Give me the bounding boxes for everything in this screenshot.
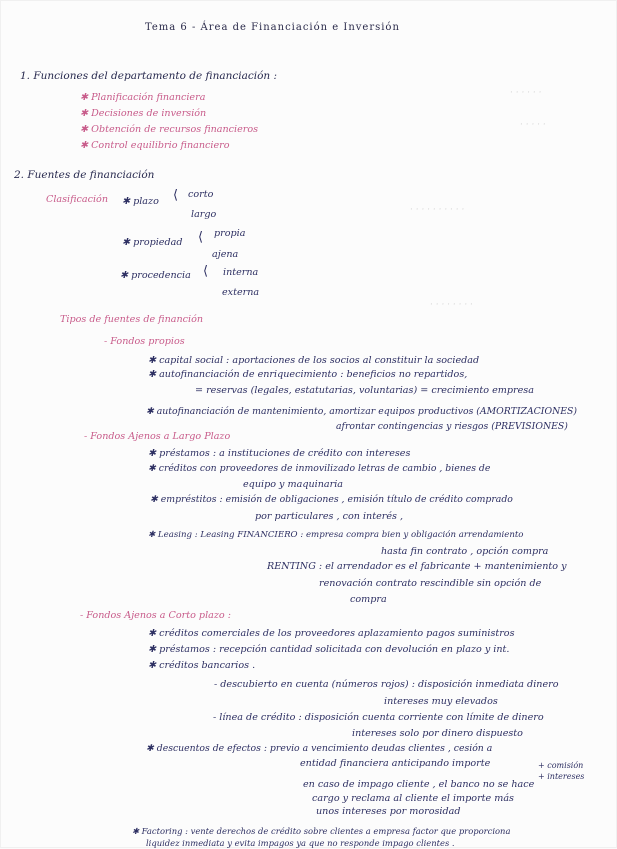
propiedad-label: ✱ propiedad bbox=[122, 237, 183, 248]
bleed-through-text: · · · · · · · · bbox=[430, 300, 473, 310]
text-line: unos intereses por morosidad bbox=[316, 806, 461, 817]
list-item: ✱ Obtención de recursos financieros bbox=[80, 124, 259, 135]
text-line: ✱ Factoring : vente derechos de crédito sobre clientes a empresa factor que proporciona bbox=[132, 826, 511, 836]
bleed-through-text: · · · · · · · · · · bbox=[410, 205, 465, 215]
text-line: ✱ créditos comerciales de los proveedores aplazamiento pagos suministros bbox=[148, 628, 515, 639]
text-line: cargo y reclama al cliente el importe más bbox=[312, 793, 514, 804]
text-line: equipo y maquinaria bbox=[243, 479, 343, 490]
text-line: liquidez inmediata y evita impagos ya que no responde impago clientes . bbox=[146, 838, 455, 848]
text-line: por particulares , con interés , bbox=[255, 511, 404, 522]
text-line: ✱ Leasing : Leasing FINANCIERO : empresa compra bien y obligación arrendamiento bbox=[148, 530, 524, 540]
propiedad-propia: propia bbox=[214, 228, 246, 239]
procedencia-interna: interna bbox=[223, 267, 259, 278]
text-line: en caso de impago cliente , el banco no se hace bbox=[303, 779, 535, 790]
plazo-largo: largo bbox=[191, 209, 217, 220]
text-line: = reservas (legales, estatutarias, voluntarias) = crecimiento empresa bbox=[195, 385, 534, 396]
bleed-through-text: · · · · · · bbox=[510, 88, 542, 98]
text-line: ✱ créditos con proveedores de inmovilizado letras de cambio , bienes de bbox=[148, 463, 491, 474]
list-item: ✱ Planificación financiera bbox=[80, 92, 206, 103]
text-line: intereses muy elevados bbox=[384, 696, 498, 707]
text-line: compra bbox=[350, 594, 387, 605]
plazo-label: ✱ plazo bbox=[122, 196, 159, 207]
text-line: ✱ préstamos : a instituciones de crédito con intereses bbox=[148, 448, 411, 459]
fondos-propios-heading: - Fondos propios bbox=[104, 336, 185, 347]
text-line: afrontar contingencias y riesgos (PREVISIONES) bbox=[336, 421, 568, 432]
text-line: ✱ autofinanciación de mantenimiento, amortizar equipos productivos (AMORTIZACIONES) bbox=[146, 406, 577, 417]
procedencia-externa: externa bbox=[222, 287, 260, 298]
bracket-icon: ⟨ bbox=[198, 230, 204, 245]
text-line: ✱ descuentos de efectos : previo a vencimiento deudas clientes , cesión a bbox=[146, 743, 493, 754]
fondos-ajenos-lp-heading: - Fondos Ajenos a Largo Plazo bbox=[84, 431, 231, 442]
list-item: ✱ Decisiones de inversión bbox=[80, 108, 207, 119]
bleed-through-text: · · · · · bbox=[520, 120, 546, 130]
list-item: ✱ Control equilibrio financiero bbox=[80, 140, 230, 151]
text-line: ✱ empréstitos : emisión de obligaciones , emisión título de crédito comprado bbox=[150, 494, 513, 505]
procedencia-label: ✱ procedencia bbox=[120, 270, 191, 281]
propiedad-ajena: ajena bbox=[212, 249, 239, 260]
text-line: RENTING : el arrendador es el fabricante + mantenimiento y bbox=[267, 561, 567, 572]
text-line: + intereses bbox=[538, 772, 585, 781]
text-line: intereses solo por dinero dispuesto bbox=[352, 728, 523, 739]
text-line: renovación contrato rescindible sin opción de bbox=[319, 578, 542, 589]
text-line: + comisión bbox=[538, 761, 584, 770]
text-line: ✱ autofinanciación de enriquecimiento : beneficios no repartidos, bbox=[148, 369, 468, 380]
text-line: ✱ préstamos : recepción cantidad solicitada con devolución en plazo y int. bbox=[148, 644, 510, 655]
clasificacion-label: Clasificación bbox=[46, 194, 109, 205]
text-line: hasta fin contrato , opción compra bbox=[381, 546, 549, 557]
text-line: ✱ créditos bancarios . bbox=[148, 660, 256, 671]
fondos-ajenos-cp-heading: - Fondos Ajenos a Corto plazo : bbox=[80, 610, 231, 621]
text-line: - línea de crédito : disposición cuenta corriente con límite de dinero bbox=[213, 712, 544, 723]
section-1-heading: 1. Funciones del departamento de financiación : bbox=[20, 70, 278, 82]
text-line: entidad financiera anticipando importe bbox=[300, 758, 491, 769]
text-line: ✱ capital social : aportaciones de los socios al constituir la sociedad bbox=[148, 355, 480, 366]
tipos-label: Tipos de fuentes de financión bbox=[60, 314, 204, 325]
bracket-icon: ⟨ bbox=[203, 264, 209, 279]
text-line: - descubierto en cuenta (números rojos) : disposición inmediata dinero bbox=[214, 679, 559, 690]
section-2-heading: 2. Fuentes de financiación bbox=[14, 169, 155, 181]
page-title: Tema 6 - Área de Financiación e Inversión bbox=[145, 22, 400, 33]
plazo-corto: corto bbox=[188, 189, 214, 200]
bracket-icon: ⟨ bbox=[173, 188, 179, 203]
